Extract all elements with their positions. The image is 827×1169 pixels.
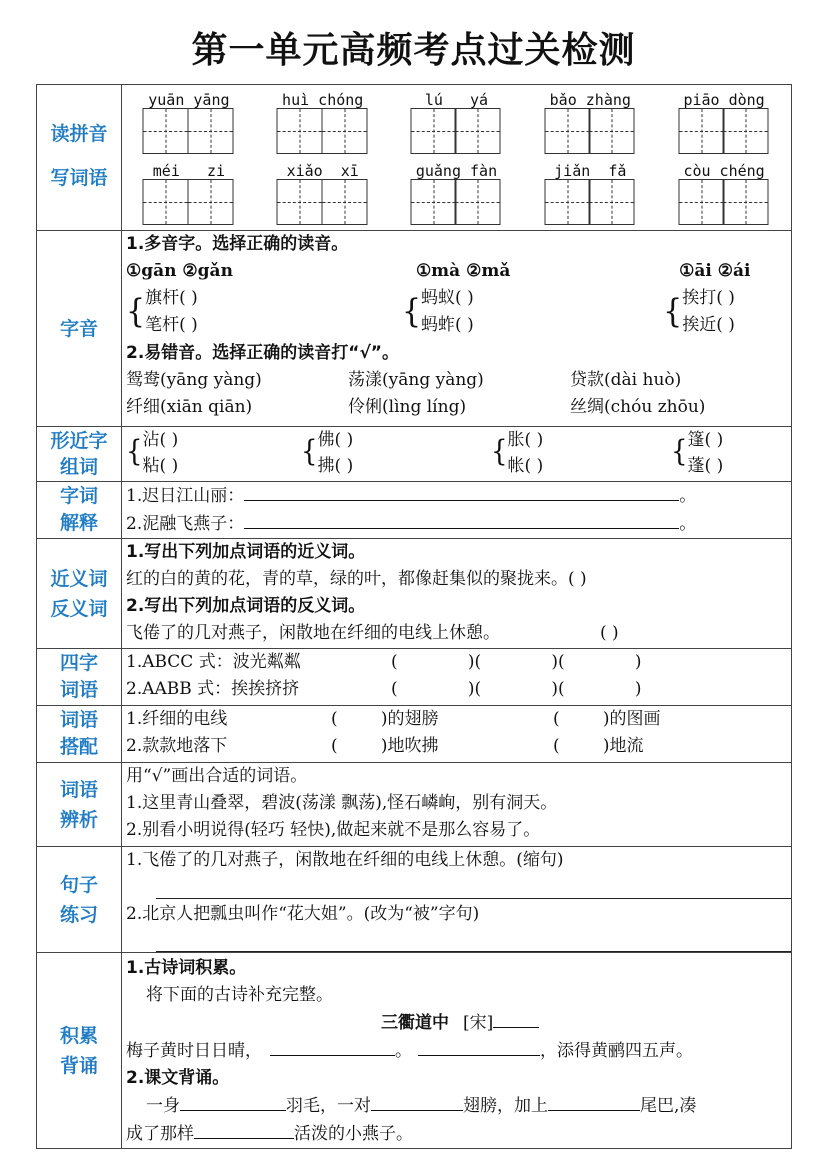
choice-row [126,394,791,421]
question-heading: 2.课文背诵。 [126,1068,230,1088]
section-dapei [37,706,792,763]
item-text: 1.纤细的电线 [126,709,228,729]
writing-box[interactable] [321,108,367,154]
sentence[interactable]: 红的白的黄的花，青的草，绿的叶，都像赶集似的聚拢来。( ) [126,569,587,589]
word-blank[interactable]: 挨近( ) [682,315,735,335]
section-label: 句子 [59,873,98,896]
recite-blank[interactable] [180,1092,286,1111]
tianzige-boxes [144,108,233,154]
writing-box[interactable] [143,179,189,225]
sentence: 1.飞倦了的几对燕子，闲散地在纤细的电线上休憩。(缩句) [126,850,564,870]
writing-box[interactable] [455,179,501,225]
brace-icon: { [301,435,318,469]
word-blank[interactable]: 粘( ) [142,456,179,476]
pinyin-text: lú yá [424,91,489,109]
recite-text: 尾巴,凑 [640,1096,697,1116]
word-blank[interactable]: 沾( ) [142,430,179,450]
choice-item[interactable]: 贷款(dài huò) [570,370,682,390]
section-label: 解释 [59,512,98,534]
sentence[interactable]: 2.别看小明说得(轻巧 轻快),做起来就不是那么容易了。 [126,820,541,840]
section-ziyin [37,231,792,427]
poem-blank[interactable] [270,1037,395,1056]
pinyin-text: jiǎn fǎ [554,162,627,180]
recite-text: 羽毛，一对 [286,1096,371,1116]
polyphone-group [126,258,392,340]
answer-paren[interactable]: ( )的图画 [553,709,661,729]
section-bianxi [37,763,792,847]
recite-text: 活泼的小燕子。 [294,1124,413,1144]
poem-title: 三衢道中 [381,1013,449,1033]
pinyin-text: méi zi [152,162,226,180]
word-blank[interactable]: 笔杆( ) [145,315,198,335]
item-text: 2.款款地落下 [126,736,228,756]
word-blank[interactable]: 蚂蚱( ) [421,315,474,335]
pinyin-cell [122,156,256,227]
section-label: 积累 [59,1024,98,1047]
section-pinyin [37,85,792,231]
word-blank[interactable]: 佛( ) [317,430,354,450]
writing-box[interactable] [410,179,456,225]
pinyin-cell [523,156,657,227]
section-jieshi [37,482,792,539]
choice-item[interactable]: 鸳鸯(yāng yàng) [126,370,262,390]
answer-paren[interactable]: ( )的翅膀 [331,709,439,729]
answer-line[interactable] [156,874,791,899]
writing-box[interactable] [589,108,635,154]
item-text: 2.AABB 式：挨挨挤挤 [126,679,300,699]
answer-line[interactable] [244,482,679,501]
instruction: 用“√”画出合适的词语。 [126,766,308,786]
writing-box[interactable] [723,108,769,154]
tianzige-boxes [546,108,635,154]
writing-box[interactable] [187,108,233,154]
writing-box[interactable] [277,179,323,225]
tianzige-boxes [144,179,233,225]
recite-text: 一身 [146,1096,180,1116]
recite-text: 成了那样 [126,1124,194,1144]
section-label: 词语 [59,778,98,801]
writing-box[interactable] [410,108,456,154]
pinyin-text: còu chéng [683,162,765,180]
question-heading: 2.写出下列加点词语的反义词。 [126,596,366,616]
writing-box[interactable] [321,179,367,225]
brace-icon: { [126,292,146,331]
word-blank[interactable]: 篷( ) [687,430,724,450]
writing-box[interactable] [187,179,233,225]
sentence[interactable]: 1.这里青山叠翠，碧波(荡漾 飘荡),怪石嶙峋，别有洞天。 [126,793,558,813]
poem-dynasty: [宋] [463,1013,494,1033]
section-label: 练习 [59,903,98,926]
writing-box[interactable] [544,108,590,154]
recite-blank[interactable] [548,1092,640,1111]
instruction: 将下面的古诗补充完整。 [146,985,333,1005]
section-label: 形近字 [50,430,108,452]
polyphone-group [392,258,653,340]
pinyin-text: yuān yāng [148,91,230,109]
period-mark: 。 [679,514,697,534]
pinyin-text: huì chóng [282,91,364,109]
tianzige-boxes [680,108,769,154]
poem-blank[interactable] [418,1037,540,1056]
choice-row [126,367,791,394]
section-label: 词语 [59,679,98,701]
section-label: 字词 [59,485,98,507]
word-blank[interactable]: 蓬( ) [687,456,724,476]
section-label: 背诵 [59,1054,98,1077]
pinyin-cell [657,156,791,227]
section-xingjin [37,427,792,482]
poem-line: ，添得黄鹂四五声。 [540,1041,693,1061]
period-mark: 。 [395,1041,412,1061]
section-label: 辨析 [59,808,98,831]
pinyin-cell [256,85,390,156]
word-blank[interactable]: 挨打( ) [682,288,735,308]
section-label: 近义词 [50,567,108,590]
pronunciation-options: ①mà ②mǎ [415,261,511,281]
section-label: 反义词 [50,597,108,620]
item-text: 1.迟日江山丽： [126,486,245,506]
choice-item[interactable]: 荡漾(yāng yàng) [348,370,484,390]
brace-icon: { [126,435,143,469]
word-blank[interactable]: 拂( ) [317,456,354,476]
tianzige-boxes [680,179,769,225]
pronunciation-options: ①gān ②gǎn [126,261,233,281]
writing-box[interactable] [143,108,189,154]
section-juzi [37,847,792,953]
section-label: 读拼音 [50,122,108,145]
word-blank[interactable]: 蚂蚁( ) [421,288,474,308]
section-label: 字音 [37,231,122,427]
sentence: 2.北京人把瓢虫叫作“花大姐”。(改为“被”字句) [126,904,480,924]
polyphone-group [653,258,791,340]
section-jilei [37,953,792,1149]
writing-box[interactable] [723,179,769,225]
question-heading: 1.写出下列加点词语的近义词。 [126,542,366,562]
writing-box[interactable] [544,179,590,225]
choice-item[interactable]: 纤细(xiān qiān) [126,397,253,417]
tianzige-boxes [412,108,501,154]
tianzige-boxes [546,179,635,225]
pinyin-text: piāo dòng [683,91,765,109]
brace-icon: { [491,435,508,469]
pinyin-text: xiǎo xī [286,162,359,180]
writing-box[interactable] [277,108,323,154]
answer-line[interactable] [156,928,791,952]
brace-icon: { [663,292,683,331]
writing-box[interactable] [589,179,635,225]
word-blank[interactable]: 旗杆( ) [145,288,198,308]
item-text: 2.泥融飞燕子： [126,514,245,534]
pinyin-cell [390,156,524,227]
word-blank[interactable]: 胀( ) [507,430,544,450]
pinyin-cell [657,85,791,156]
section-label: 写词语 [50,166,108,189]
author-blank[interactable] [493,1009,539,1028]
brace-icon: { [671,435,688,469]
pronunciation-options: ①āi ②ái [679,261,751,281]
recite-blank[interactable] [371,1092,463,1111]
word-blank[interactable]: 帐( ) [507,456,544,476]
writing-box[interactable] [678,108,724,154]
worksheet-table [36,84,792,1149]
pinyin-text: guǎng fàn [415,162,498,180]
pinyin-cell [523,85,657,156]
pinyin-text: bǎo zhàng [549,91,631,109]
question-heading: 2.易错音。选择正确的读音打“√”。 [126,343,399,363]
pinyin-cell [122,85,256,156]
writing-box[interactable] [455,108,501,154]
section-label: 四字 [59,652,98,674]
writing-box[interactable] [678,179,724,225]
choice-item[interactable]: 伶俐(lìng líng) [348,397,467,417]
sentence: 飞倦了的几对燕子，闲散地在纤细的电线上休憩。 [126,623,500,643]
answer-paren[interactable]: ( )地流 [553,736,644,756]
question-heading: 1.多音字。选择正确的读音。 [126,234,349,254]
answer-parens[interactable]: ( )( )( ) [391,679,642,699]
section-sizi [37,649,792,706]
page-title: 第一单元高频考点过关检测 [191,30,636,71]
tianzige-boxes [412,179,501,225]
section-label: 组词 [59,456,98,478]
brace-icon: { [401,292,422,331]
period-mark: 。 [679,486,697,506]
answer-paren[interactable]: ( ) [600,623,619,643]
tianzige-boxes [278,108,367,154]
question-heading: 1.古诗词积累。 [126,958,247,978]
poem-line: 梅子黄时日日晴， [126,1041,262,1061]
section-jinfan [37,539,792,649]
answer-line[interactable] [244,510,679,529]
answer-parens[interactable]: ( )( )( ) [391,652,642,672]
item-text: 1.ABCC 式：波光粼粼 [126,652,301,672]
recite-text: 翅膀，加上 [463,1096,548,1116]
answer-paren[interactable]: ( )地吹拂 [331,736,439,756]
pinyin-cell [390,85,524,156]
section-label: 搭配 [59,736,98,758]
section-label: 词语 [59,709,98,731]
recite-blank[interactable] [194,1120,294,1139]
tianzige-boxes [278,179,367,225]
pinyin-cell [256,156,390,227]
choice-item[interactable]: 丝绸(chóu zhōu) [570,397,706,417]
